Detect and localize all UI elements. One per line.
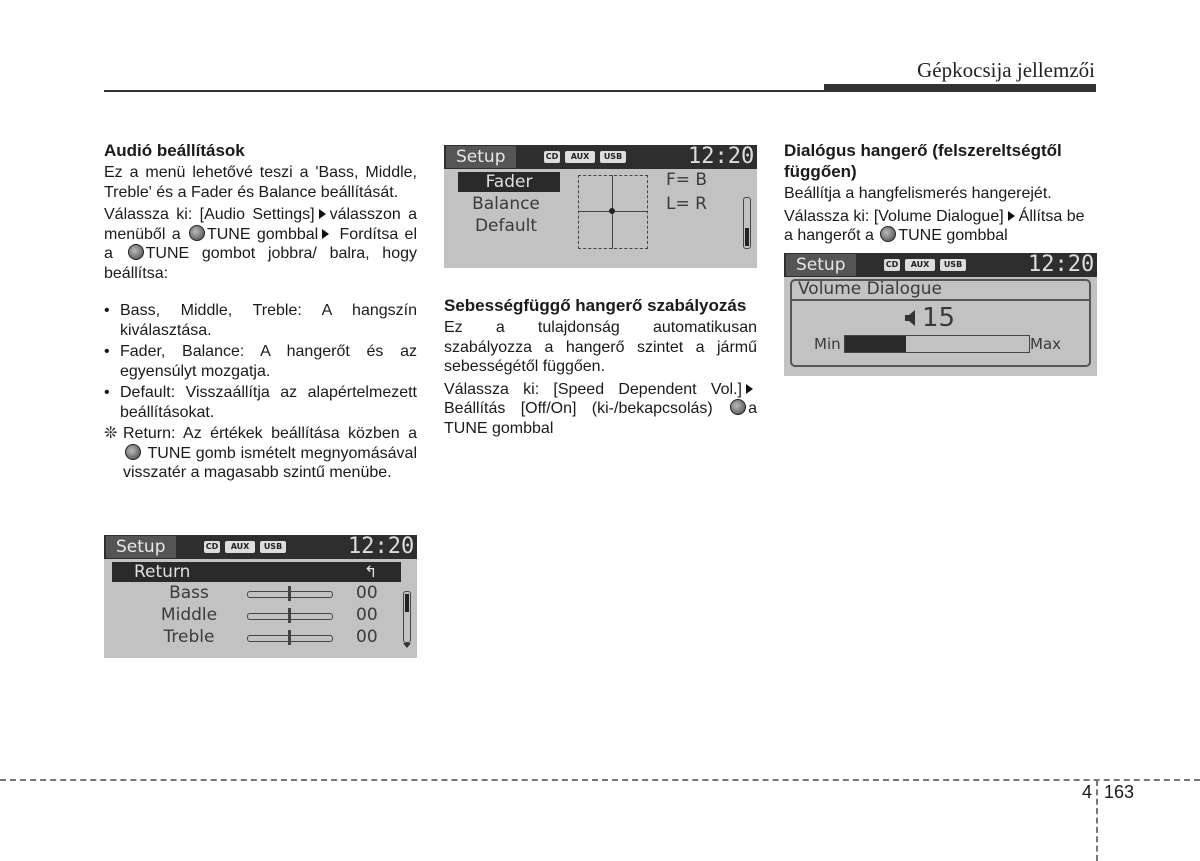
bass-value: 00 <box>356 583 378 603</box>
list-item <box>104 301 417 340</box>
scrollbar-thumb[interactable] <box>405 594 409 612</box>
max-label: Max <box>1030 335 1062 353</box>
paragraph: Ez a menü lehetővé teszi a 'Bass, Middle, Treble' és a Fader és Balance beállítását. <box>104 164 417 201</box>
cd-badge: CD <box>885 260 899 269</box>
usb-badge: USB <box>600 151 626 163</box>
scrollbar-thumb[interactable] <box>745 228 749 246</box>
dialogue-volume-section <box>784 140 1097 249</box>
list-item <box>104 342 417 381</box>
volume-dialogue-title: Volume Dialogue <box>798 279 943 299</box>
instruction-text: TUNE gombot jobbra/ balra, hogy beállítsa: <box>104 245 418 282</box>
instruction-text: Fordítsa el a <box>104 225 417 262</box>
tune-knob-icon <box>189 225 205 241</box>
middle-label: Middle <box>160 605 218 625</box>
tune-knob-icon <box>125 444 141 460</box>
instruction-paragraph <box>784 207 1097 246</box>
speaker-icon <box>904 309 918 327</box>
scrollbar[interactable] <box>403 591 411 643</box>
paragraph: Ez a tulajdonság automatikusan szabályozza a hangerő szintet a jármű sebességétől függően. <box>444 319 757 375</box>
instruction-text: Válassza ki: [Audio Settings] <box>104 206 315 223</box>
instruction-text: TUNE gombbal <box>206 225 319 243</box>
list-item <box>104 383 417 422</box>
fader-item[interactable]: Fader <box>485 172 533 192</box>
usb-badge: USB <box>940 259 966 271</box>
page-number <box>1082 782 1134 803</box>
fader-balance-display <box>444 145 757 268</box>
volume-level-fill <box>845 336 906 352</box>
arrow-right-icon <box>322 229 329 239</box>
note-text: TUNE gomb ismételt megnyomásával visszatér a magasabb szintű menübe. <box>123 444 417 481</box>
bullet-icon: • <box>104 302 110 319</box>
list-item-text: Default: Visszaállítja az alapértelmezett beállításokat. <box>120 384 417 421</box>
bullet-list <box>104 301 417 422</box>
position-marker[interactable] <box>609 208 615 214</box>
page-header-title: Gépkocsija jellemzői <box>917 58 1095 82</box>
scrollbar[interactable] <box>743 197 751 249</box>
audio-settings-display <box>104 535 417 658</box>
footer-rule <box>0 779 1200 781</box>
middle-slider-knob[interactable] <box>288 608 291 623</box>
cd-badge: CD <box>205 542 219 551</box>
arrow-right-icon <box>319 209 326 219</box>
setup-label: Setup <box>446 146 516 168</box>
clock: 12:20 <box>688 145 755 169</box>
instruction-paragraph <box>104 205 417 283</box>
instruction-text: Állítsa be a hangerőt a <box>784 207 1085 244</box>
audio-settings-section <box>104 140 417 483</box>
instruction-text: Válassza ki: [Speed Dependent Vol.] <box>444 380 742 398</box>
min-label: Min <box>814 335 841 353</box>
setup-label: Setup <box>106 536 176 558</box>
instruction-text: a TUNE gombbal <box>444 400 757 437</box>
volume-dialogue-display <box>784 253 1097 376</box>
speed-dependent-volume-section <box>444 295 757 441</box>
header-rule-accent <box>824 84 1096 92</box>
treble-label: Treble <box>163 627 215 647</box>
cd-badge: CD <box>545 152 559 161</box>
aux-badge: AUX <box>225 541 255 553</box>
arrow-right-icon <box>746 384 753 394</box>
chapter-number: 4 <box>1082 782 1093 802</box>
instruction-text: Válassza ki: [Volume Dialogue] <box>784 207 1004 225</box>
clock: 12:20 <box>348 535 415 559</box>
header-rule <box>104 90 824 92</box>
middle-value: 00 <box>356 605 378 625</box>
instruction-paragraph <box>444 380 757 439</box>
paragraph: Beállítja a hangfelismerés hangerejét. <box>784 185 1052 202</box>
return-label[interactable]: Return <box>134 562 191 582</box>
return-note <box>104 424 417 483</box>
aux-badge: AUX <box>565 151 595 163</box>
bass-label: Bass <box>169 583 209 603</box>
section-heading: Dialógus hangerő (felszereltségtől függően) <box>784 141 1062 181</box>
treble-value: 00 <box>356 627 378 647</box>
instruction-text: TUNE gombbal <box>898 227 1008 244</box>
clock: 12:20 <box>1028 253 1095 277</box>
list-item-text: Fader, Balance: A hangerőt és az egyensúlyt mozgatja. <box>120 343 417 380</box>
balance-value: L= R <box>666 194 707 214</box>
return-icon[interactable]: ↰ <box>364 562 378 581</box>
setup-label: Setup <box>786 254 856 276</box>
scroll-down-arrow-icon[interactable] <box>403 643 411 648</box>
instruction-text: Beállítás [Off/On] (ki-/bekapcsolás) <box>444 400 713 417</box>
bullet-icon: • <box>104 343 110 360</box>
treble-slider-knob[interactable] <box>288 630 291 645</box>
usb-badge: USB <box>260 541 286 553</box>
tune-knob-icon <box>128 244 144 260</box>
aux-badge: AUX <box>905 259 935 271</box>
display-status-bar <box>444 145 757 169</box>
bullet-icon: • <box>104 384 110 401</box>
tune-knob-icon <box>730 399 746 415</box>
list-item-text: Bass, Middle, Treble: A hangszín kiválasztása. <box>120 302 417 339</box>
balance-item[interactable]: Balance <box>472 194 540 214</box>
volume-level-bar[interactable] <box>844 335 1030 353</box>
arrow-right-icon <box>1008 211 1015 221</box>
tune-knob-icon <box>880 226 896 242</box>
display-status-bar <box>104 535 417 559</box>
section-heading: Sebességfüggő hangerő szabályozás <box>444 296 747 315</box>
default-item[interactable]: Default <box>474 216 538 236</box>
note-icon: ❊ <box>104 425 118 442</box>
volume-value: 15 <box>922 303 956 333</box>
bass-slider-knob[interactable] <box>288 586 291 601</box>
instruction-text: válasszon a menüből a <box>104 206 417 243</box>
display-status-bar <box>784 253 1097 277</box>
section-heading: Audió beállítások <box>104 141 245 160</box>
fader-value: F= B <box>666 170 708 190</box>
note-text: Return: Az értékek beállítása közben a <box>123 425 417 442</box>
page-number-value: 163 <box>1104 782 1135 802</box>
